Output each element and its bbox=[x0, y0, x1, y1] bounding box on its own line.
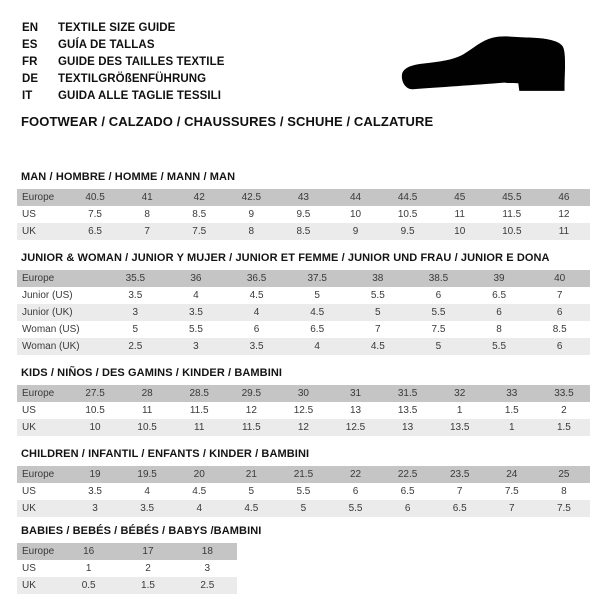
table-row bbox=[17, 321, 590, 338]
language-label: TEXTILGRÖßENFÜHRUNG bbox=[58, 72, 207, 85]
row-label-cell: UK bbox=[17, 500, 69, 517]
table-header-row bbox=[17, 385, 590, 402]
size-value-cell: 2.5 bbox=[105, 338, 166, 355]
table-row bbox=[17, 223, 590, 240]
size-value-cell: 6.5 bbox=[400, 486, 415, 497]
language-label: TEXTILE SIZE GUIDE bbox=[58, 21, 176, 34]
size-value-cell: 4 bbox=[193, 290, 199, 301]
size-value-cell: 40.5 bbox=[69, 189, 121, 206]
size-value-cell: 3 bbox=[166, 338, 227, 355]
size-value-cell: 11.5 bbox=[225, 419, 277, 436]
size-value-cell: 11 bbox=[538, 223, 590, 240]
size-value-cell: 10 bbox=[69, 419, 121, 436]
size-value-cell: 7.5 bbox=[173, 223, 225, 240]
size-value-cell: 6.5 bbox=[492, 290, 507, 301]
size-value-cell: 38.5 bbox=[408, 270, 469, 287]
size-table-kids bbox=[17, 385, 590, 436]
table-row bbox=[17, 577, 237, 594]
size-value-cell: 10.5 bbox=[486, 223, 538, 240]
size-value-cell: 5 bbox=[277, 500, 329, 517]
size-value-cell: 12 bbox=[558, 209, 570, 220]
size-value-cell: 2 bbox=[561, 405, 567, 416]
size-value-cell: 1.5 bbox=[118, 577, 177, 594]
size-value-cell: 5.5 bbox=[188, 324, 203, 335]
size-table-section-man bbox=[17, 171, 590, 240]
size-value-cell: 23.5 bbox=[434, 466, 486, 483]
row-label-cell: Europe bbox=[17, 385, 69, 402]
size-table-babies bbox=[17, 543, 237, 594]
table-row bbox=[17, 483, 590, 500]
size-value-cell: 4.5 bbox=[249, 290, 264, 301]
size-value-cell: 17 bbox=[118, 543, 177, 560]
size-value-cell: 9 bbox=[329, 223, 381, 240]
size-table-children bbox=[17, 466, 590, 517]
size-value-cell: 29.5 bbox=[225, 385, 277, 402]
language-label: GUIDA ALLE TAGLIE TESSILI bbox=[58, 89, 222, 102]
table-row bbox=[17, 560, 237, 577]
row-label-cell: UK bbox=[17, 223, 69, 240]
size-value-cell: 12.5 bbox=[293, 405, 314, 416]
table-title-junior-woman: JUNIOR & WOMAN / JUNIOR Y MUJER / JUNIOR ET FEMME / JUNIOR UND FRAU / JUNIOR E DONA bbox=[21, 252, 550, 264]
size-value-cell: 7.5 bbox=[88, 209, 102, 220]
size-value-cell: 7 bbox=[486, 500, 538, 517]
size-value-cell: 4 bbox=[287, 338, 348, 355]
size-value-cell: 21 bbox=[225, 466, 277, 483]
size-value-cell: 8.5 bbox=[192, 209, 207, 220]
row-label-cell: US bbox=[22, 563, 36, 574]
row-label-cell: Europe bbox=[17, 270, 105, 287]
size-value-cell: 11 bbox=[173, 419, 225, 436]
size-value-cell: 35.5 bbox=[105, 270, 166, 287]
size-value-cell: 20 bbox=[173, 466, 225, 483]
size-value-cell: 3 bbox=[204, 563, 211, 574]
size-value-cell: 5.5 bbox=[370, 290, 385, 301]
language-code: EN bbox=[22, 21, 39, 34]
table-row bbox=[17, 419, 590, 436]
size-value-cell: 36 bbox=[166, 270, 227, 287]
row-label-cell: Woman (US) bbox=[22, 324, 80, 335]
size-value-cell: 8 bbox=[561, 486, 567, 497]
size-value-cell: 46 bbox=[538, 189, 590, 206]
size-value-cell: 7 bbox=[456, 486, 463, 497]
size-value-cell: 4.5 bbox=[287, 304, 348, 321]
size-value-cell: 9.5 bbox=[296, 209, 311, 220]
row-label-cell: Woman (UK) bbox=[17, 338, 105, 355]
row-label-cell: Europe bbox=[17, 189, 69, 206]
size-value-cell: 7.5 bbox=[431, 324, 446, 335]
size-value-cell: 36.5 bbox=[226, 270, 287, 287]
size-value-cell: 39 bbox=[469, 270, 530, 287]
table-title-man: MAN / HOMBRE / HOMME / MANN / MAN bbox=[21, 171, 236, 183]
size-value-cell: 3.5 bbox=[166, 304, 227, 321]
size-value-cell: 10 bbox=[434, 223, 486, 240]
size-value-cell: 28 bbox=[121, 385, 173, 402]
size-value-cell: 32 bbox=[434, 385, 486, 402]
size-value-cell: 1.5 bbox=[538, 419, 590, 436]
size-value-cell: 8.5 bbox=[552, 324, 567, 335]
table-row bbox=[17, 500, 590, 517]
table-row bbox=[17, 304, 590, 321]
size-value-cell: 3 bbox=[69, 500, 121, 517]
language-code: DE bbox=[22, 72, 39, 85]
size-value-cell: 33.5 bbox=[538, 385, 590, 402]
table-title-children: CHILDREN / INFANTIL / ENFANTS / KINDER / BAMBINI bbox=[21, 448, 310, 460]
size-value-cell: 44.5 bbox=[382, 189, 434, 206]
language-label: GUÍA DE TALLAS bbox=[58, 38, 155, 51]
size-value-cell: 21.5 bbox=[277, 466, 329, 483]
size-value-cell: 5 bbox=[408, 338, 469, 355]
size-value-cell: 37.5 bbox=[287, 270, 348, 287]
size-value-cell: 31.5 bbox=[382, 385, 434, 402]
table-row bbox=[17, 206, 590, 223]
size-value-cell: 9.5 bbox=[382, 223, 434, 240]
language-code: ES bbox=[22, 38, 38, 51]
size-value-cell: 0.5 bbox=[59, 577, 118, 594]
size-value-cell: 22.5 bbox=[382, 466, 434, 483]
size-value-cell: 12.5 bbox=[329, 419, 381, 436]
size-value-cell: 13 bbox=[382, 419, 434, 436]
size-value-cell: 5.5 bbox=[408, 304, 469, 321]
size-value-cell: 3.5 bbox=[226, 338, 287, 355]
table-header-row bbox=[17, 466, 590, 483]
size-value-cell: 1 bbox=[85, 563, 92, 574]
size-table-section-babies bbox=[17, 525, 590, 594]
size-value-cell: 5.5 bbox=[469, 338, 530, 355]
size-table-section-junior-woman bbox=[17, 252, 590, 355]
size-value-cell: 1 bbox=[486, 419, 538, 436]
row-label-cell: Junior (UK) bbox=[17, 304, 105, 321]
size-value-cell: 1 bbox=[456, 405, 463, 416]
language-label: GUIDE DES TAILLES TEXTILE bbox=[58, 55, 225, 68]
size-value-cell: 19.5 bbox=[121, 466, 173, 483]
table-row bbox=[17, 402, 590, 419]
size-value-cell: 5 bbox=[132, 324, 139, 335]
table-row bbox=[17, 287, 590, 304]
size-value-cell: 18 bbox=[178, 543, 237, 560]
size-value-cell: 45 bbox=[434, 189, 486, 206]
size-value-cell: 42 bbox=[173, 189, 225, 206]
size-value-cell: 10 bbox=[349, 209, 362, 220]
size-value-cell: 7.5 bbox=[538, 500, 590, 517]
size-value-cell: 11 bbox=[454, 209, 465, 220]
size-value-cell: 19 bbox=[69, 466, 121, 483]
size-value-cell: 4 bbox=[144, 486, 150, 497]
size-value-cell: 7.5 bbox=[504, 486, 519, 497]
size-value-cell: 2.5 bbox=[178, 577, 237, 594]
size-value-cell: 31 bbox=[329, 385, 381, 402]
size-value-cell: 6.5 bbox=[310, 324, 325, 335]
size-value-cell: 38 bbox=[348, 270, 409, 287]
language-code: IT bbox=[22, 89, 33, 102]
size-value-cell: 6.5 bbox=[69, 223, 121, 240]
size-value-cell: 4.5 bbox=[192, 486, 207, 497]
size-value-cell: 4 bbox=[226, 304, 287, 321]
size-value-cell: 6 bbox=[435, 290, 442, 301]
size-value-cell: 5.5 bbox=[329, 500, 381, 517]
size-value-cell: 27.5 bbox=[69, 385, 121, 402]
row-label-cell: UK bbox=[17, 419, 69, 436]
size-value-cell: 6 bbox=[382, 500, 434, 517]
size-value-cell: 10.5 bbox=[121, 419, 173, 436]
table-header-row bbox=[17, 543, 237, 560]
size-value-cell: 7 bbox=[375, 324, 381, 335]
size-value-cell: 44 bbox=[329, 189, 381, 206]
row-label-cell: Europe bbox=[17, 466, 69, 483]
size-value-cell: 16 bbox=[59, 543, 118, 560]
size-value-cell: 11.5 bbox=[189, 405, 209, 416]
row-label-cell: UK bbox=[17, 577, 59, 594]
size-value-cell: 43 bbox=[277, 189, 329, 206]
size-value-cell: 10.5 bbox=[85, 405, 105, 416]
size-value-cell: 8 bbox=[144, 209, 150, 220]
size-value-cell: 33 bbox=[486, 385, 538, 402]
size-value-cell: 1.5 bbox=[504, 405, 519, 416]
size-value-cell: 5 bbox=[248, 486, 255, 497]
size-value-cell: 2 bbox=[145, 563, 151, 574]
size-value-cell: 4 bbox=[173, 500, 225, 517]
size-table-section-children bbox=[17, 448, 590, 517]
size-value-cell: 7 bbox=[556, 290, 563, 301]
size-value-cell: 3.5 bbox=[121, 500, 173, 517]
size-table-junior-woman bbox=[17, 270, 590, 355]
size-value-cell: 8 bbox=[225, 223, 277, 240]
table-header-row bbox=[17, 270, 590, 287]
size-value-cell: 8 bbox=[496, 324, 502, 335]
size-value-cell: 8.5 bbox=[277, 223, 329, 240]
size-table-man bbox=[17, 189, 590, 240]
size-value-cell: 5 bbox=[314, 290, 320, 301]
language-row bbox=[22, 19, 590, 36]
size-table-section-kids bbox=[17, 367, 590, 436]
size-value-cell: 9 bbox=[248, 209, 255, 220]
size-value-cell: 11 bbox=[141, 405, 153, 416]
language-code: FR bbox=[22, 55, 38, 68]
row-label-cell: US bbox=[22, 209, 36, 220]
size-value-cell: 5 bbox=[348, 304, 409, 321]
size-value-cell: 42.5 bbox=[225, 189, 277, 206]
size-value-cell: 3.5 bbox=[88, 486, 102, 497]
size-value-cell: 41 bbox=[121, 189, 173, 206]
size-value-cell: 28.5 bbox=[173, 385, 225, 402]
size-value-cell: 6 bbox=[253, 324, 260, 335]
category-heading: FOOTWEAR / CALZADO / CHAUSSURES / SCHUHE / CALZATURE bbox=[21, 114, 434, 129]
size-value-cell: 22 bbox=[329, 466, 381, 483]
size-value-cell: 4.5 bbox=[225, 500, 277, 517]
size-value-cell: 6.5 bbox=[434, 500, 486, 517]
size-value-cell: 30 bbox=[277, 385, 329, 402]
size-value-cell: 24 bbox=[486, 466, 538, 483]
size-value-cell: 5.5 bbox=[296, 486, 311, 497]
table-title-kids: KIDS / NIÑOS / DES GAMINS / KINDER / BAMBINI bbox=[21, 367, 283, 379]
size-value-cell: 4.5 bbox=[348, 338, 409, 355]
table-row bbox=[17, 338, 590, 355]
size-value-cell: 25 bbox=[538, 466, 590, 483]
size-value-cell: 6 bbox=[469, 304, 530, 321]
size-value-cell: 13.5 bbox=[434, 419, 486, 436]
size-value-cell: 6 bbox=[529, 338, 590, 355]
size-value-cell: 12 bbox=[245, 405, 257, 416]
size-value-cell: 10.5 bbox=[397, 209, 418, 220]
size-value-cell: 7 bbox=[121, 223, 173, 240]
row-label-cell: Europe bbox=[17, 543, 59, 560]
size-value-cell: 6 bbox=[529, 304, 590, 321]
size-value-cell: 13 bbox=[349, 405, 362, 416]
size-value-cell: 6 bbox=[352, 486, 359, 497]
size-value-cell: 11.5 bbox=[502, 209, 522, 220]
shoe-icon bbox=[399, 35, 570, 92]
size-value-cell: 13.5 bbox=[397, 405, 418, 416]
table-title-babies: BABIES / BEBÉS / BÉBÉS / BABYS /BAMBINI bbox=[21, 525, 262, 537]
size-value-cell: 3 bbox=[105, 304, 166, 321]
row-label-cell: US bbox=[22, 405, 36, 416]
table-header-row bbox=[17, 189, 590, 206]
size-value-cell: 40 bbox=[529, 270, 590, 287]
row-label-cell: US bbox=[22, 486, 36, 497]
size-value-cell: 3.5 bbox=[128, 290, 143, 301]
row-label-cell: Junior (US) bbox=[22, 290, 73, 301]
size-value-cell: 12 bbox=[277, 419, 329, 436]
size-value-cell: 45.5 bbox=[486, 189, 538, 206]
